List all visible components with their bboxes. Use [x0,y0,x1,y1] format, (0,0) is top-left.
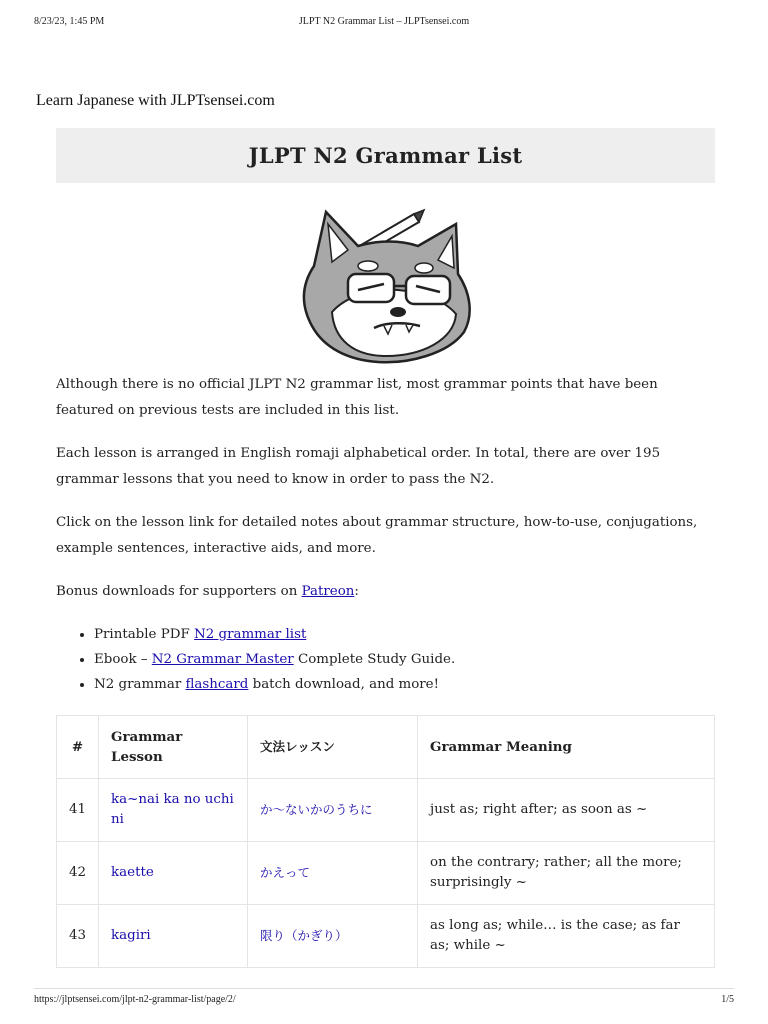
list-item [94,672,716,697]
table-header-row [57,716,715,779]
page-title-box [56,128,715,183]
print-page-number: 1/5 [721,994,734,1005]
pdf-grammar-list-link[interactable]: N2 grammar list [194,627,307,642]
japanese-link[interactable]: かえって [248,842,418,905]
list-item [94,622,716,647]
site-title[interactable]: Learn Japanese with JLPTsensei.com [36,92,275,109]
bonus-list [56,622,716,697]
table-row [57,905,715,968]
header-grammar-lesson: Grammar Lesson [99,716,248,779]
row-number: 43 [57,905,99,968]
intro-paragraph: Each lesson is arranged in English romaji alphabetical order. In total, there are over 195 grammar lessons that you need to know in order to pass the N2. [56,446,661,487]
header-meaning: Grammar Meaning [418,716,715,779]
meaning-cell: as long as; while… is the case; as far as; while ~ [418,905,715,968]
intro-paragraph: Click on the lesson link for detailed notes about grammar structure, how-to-use, conjugations, example sentences, interactive aids, and more. [56,515,698,556]
list-item-text: batch download, and more! [248,677,439,692]
list-item-text: Complete Study Guide. [293,652,456,667]
lesson-link[interactable]: ka~nai ka no uchi ni [99,779,248,842]
bonus-paragraph [56,579,716,605]
list-item-text: Printable PDF [94,627,195,642]
print-page-title: JLPT N2 Grammar List – JLPTsensei.com [298,16,470,27]
lesson-link[interactable]: kagiri [99,905,248,968]
list-item-text: N2 grammar [94,677,186,692]
list-item [94,647,716,672]
patreon-link[interactable]: Patreon [301,584,355,599]
meaning-cell: on the contrary; rather; all the more; surprisingly ~ [418,842,715,905]
row-number: 42 [57,842,99,905]
header-number: # [57,716,99,779]
table-row [57,842,715,905]
japanese-link[interactable]: か〜ないかのうちに [248,779,418,842]
list-item-text: Ebook – [94,652,152,667]
header-japanese: 文法レッスン [248,716,418,779]
table-row [57,779,715,842]
print-footer [34,988,734,1005]
bonus-prefix: Bonus downloads for supporters on [56,584,302,599]
intro-content [56,372,716,697]
intro-paragraph: Although there is no official JLPT N2 grammar list, most grammar points that have been featured on previous tests are included in this list. [56,377,658,418]
lesson-link[interactable]: kaette [99,842,248,905]
grammar-master-link[interactable]: N2 Grammar Master [151,652,294,667]
print-date: 8/23/23, 1:45 PM [34,16,105,27]
print-url: https://jlptsensei.com/jlpt-n2-grammar-list/page/2/ [34,994,236,1005]
page-title: JLPT N2 Grammar List [248,143,523,168]
flashcard-link[interactable]: flashcard [185,677,249,692]
meaning-cell: just as; right after; as soon as ~ [418,779,715,842]
japanese-link[interactable]: 限り（かぎり） [248,905,418,968]
row-number: 41 [57,779,99,842]
shiba-mascot-icon [288,204,480,364]
bonus-suffix: : [354,584,359,599]
grammar-table [56,715,715,968]
